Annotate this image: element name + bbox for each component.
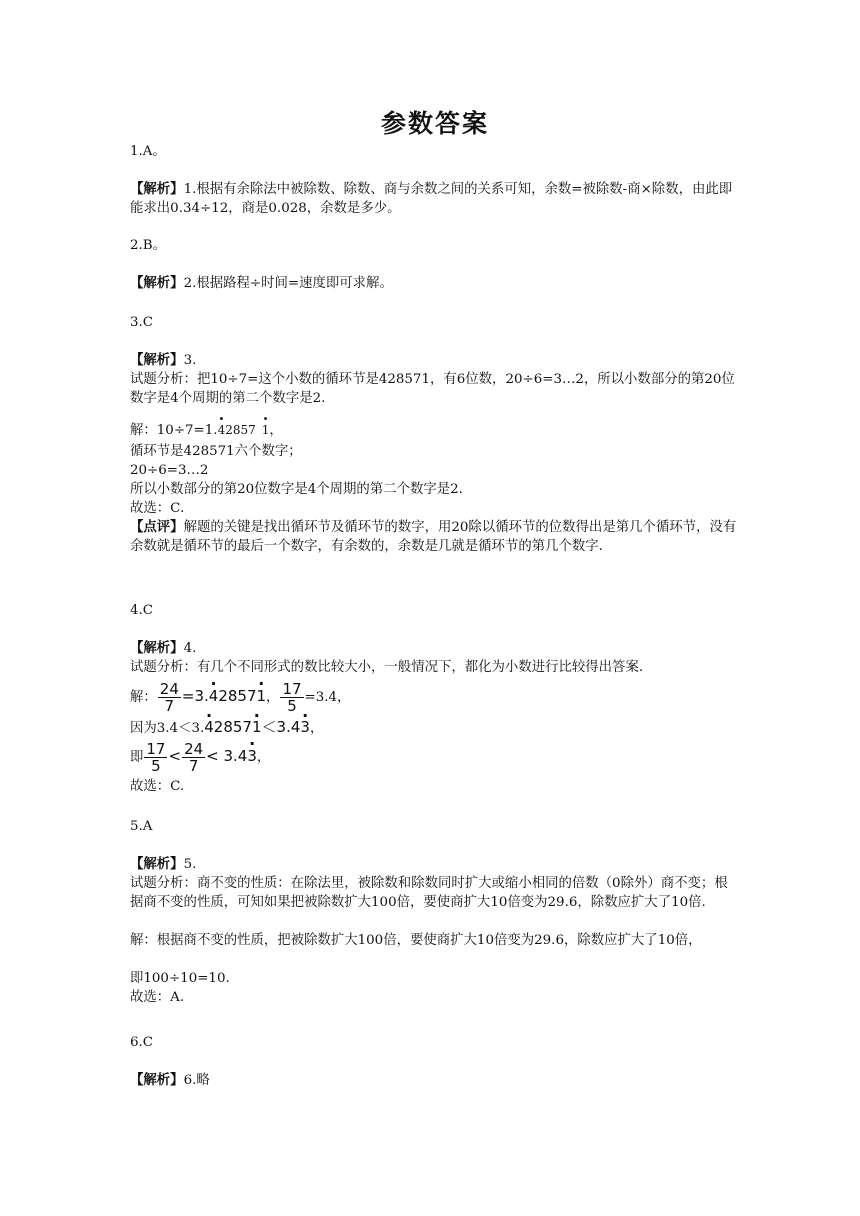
solution-digits: 2857 (225, 423, 256, 437)
less-than-value: ＜3.4 (261, 718, 301, 736)
answer-3: 3.C (130, 315, 154, 330)
comma: ， (309, 721, 324, 736)
analysis-number: 3. (183, 353, 197, 368)
fraction-denominator: 7 (164, 697, 175, 715)
fraction-numerator: 17 (146, 740, 166, 758)
answer-4: 4.C (130, 603, 154, 618)
fraction-numerator: 17 (282, 680, 302, 698)
analysis-number: 5. (183, 857, 197, 872)
comparison-4 (130, 718, 740, 738)
repeating-digit: · 4 (204, 718, 214, 737)
solution-3-line3: 20÷6=3…2 (130, 463, 209, 478)
page-title: 参数答案 (380, 109, 489, 138)
fraction-24-7 (182, 741, 205, 774)
solution-3-line4: 所以小数部分的第20位数字是4个周期的第二个数字是2. (130, 482, 463, 497)
answer-5: 5.A (130, 819, 153, 834)
less-than: < (168, 747, 182, 765)
answer-2: 2.B。 (130, 238, 167, 253)
analysis-text: 2.根据路程÷时间=速度即可求解。 (183, 276, 393, 291)
fraction-17-5 (144, 741, 167, 774)
analysis-label: 【解析】 (130, 640, 184, 656)
conclusion-prefix: 即 (130, 750, 144, 765)
analysis-number: 4. (183, 641, 197, 656)
repeating-digit: · 3 (300, 718, 310, 737)
analysis-text: 1.根据有余除法中被除数、除数、商与余数之间的关系可知，余数=被除数-商×除数，由此即能求出0.34÷12，商是0.028，余数是多少。 (130, 182, 733, 216)
solution-3 (130, 421, 740, 440)
solution-prefix: 解：10÷7=1. (130, 423, 218, 438)
answer-1: 1.A。 (130, 144, 166, 159)
comma: ， (266, 690, 280, 705)
repeating-digit: · 1 (257, 678, 267, 714)
fraction-denominator: 5 (287, 697, 297, 715)
solution-3-line5: 故选：C. (130, 501, 185, 516)
fraction-24-7 (158, 681, 181, 714)
repeating-digit: · 4 (209, 678, 219, 714)
analysis-3-header (130, 351, 740, 370)
repeating-digit: · 1 (262, 421, 270, 440)
repeating-digit: · 1 (252, 718, 262, 737)
analysis-3-text: 试题分析：把10÷7=这个小数的循环节是428571，有6位数，20÷6=3…2，所以小数部分的第20位数字是4个周期的第二个数字是2. (130, 372, 735, 406)
solution-3-line2: 循环节是428571六个数字； (130, 444, 302, 459)
solution-4-final: 故选：C. (130, 779, 185, 794)
solution-4 (130, 678, 740, 716)
solution-5-line2: 即100÷10=10. (130, 971, 230, 986)
analysis-6 (130, 1071, 740, 1090)
fraction-numerator: 24 (184, 740, 204, 758)
analysis-label: 【解析】 (130, 181, 184, 197)
equals-decimal: =3.4， (304, 690, 351, 705)
analysis-4-text: 试题分析：有几个不同形式的数比较大小，一般情况下，都化为小数进行比较得出答案. (130, 660, 644, 675)
comma: ， (256, 750, 271, 765)
repeating-digit: · 3 (247, 738, 257, 774)
comment-label: 【点评】 (130, 519, 184, 535)
decimal-digits: 2857 (218, 687, 257, 705)
analysis-label: 【解析】 (130, 275, 184, 291)
analysis-2 (130, 274, 740, 293)
solution-prefix: 解： (130, 690, 157, 705)
decimal-digits: 2857 (213, 718, 252, 736)
comment-3 (130, 518, 740, 556)
analysis-5-header (130, 855, 740, 874)
comparison-prefix: 因为3.4＜3. (130, 721, 205, 736)
fraction-denominator: 5 (151, 757, 161, 775)
fraction-17-5 (280, 681, 303, 714)
solution-suffix: ， (269, 423, 283, 438)
analysis-1 (130, 180, 740, 218)
answer-6: 6.C (130, 1035, 154, 1050)
analysis-label: 【解析】 (130, 352, 184, 368)
analysis-label: 【解析】 (130, 856, 184, 872)
fraction-numerator: 24 (159, 680, 179, 698)
solution-5: 解：根据商不变的性质，把被除数扩大100倍，要使商扩大10倍变为29.6，除数应扩大了10倍， (130, 933, 702, 948)
analysis-text: 6.略 (183, 1073, 210, 1088)
repeating-digit: · 4 (218, 421, 226, 440)
analysis-5-text: 试题分析：商不变的性质：在除法里，被除数和除数同时扩大或缩小相同的倍数（0除外）商不变；根据商不变的性质，可知如果把被除数扩大100倍，要使商扩大10倍变为29.6，除数应扩大了10倍. (130, 876, 728, 910)
analysis-4-header (130, 639, 740, 658)
equals-decimal: =3. (181, 687, 209, 705)
conclusion-4 (130, 738, 740, 776)
comment-text: 解题的关键是找出循环节及循环节的数字，用20除以循环节的位数得出是第几个循环节，没有余数就是循环节的最后一个数字，有余数的，余数是几就是循环节的第几个数字. (130, 520, 737, 554)
solution-5-line3: 故选：A. (130, 990, 185, 1005)
analysis-label: 【解析】 (130, 1072, 184, 1088)
fraction-denominator: 7 (188, 757, 199, 775)
less-than-value: < 3.4 (206, 747, 248, 765)
